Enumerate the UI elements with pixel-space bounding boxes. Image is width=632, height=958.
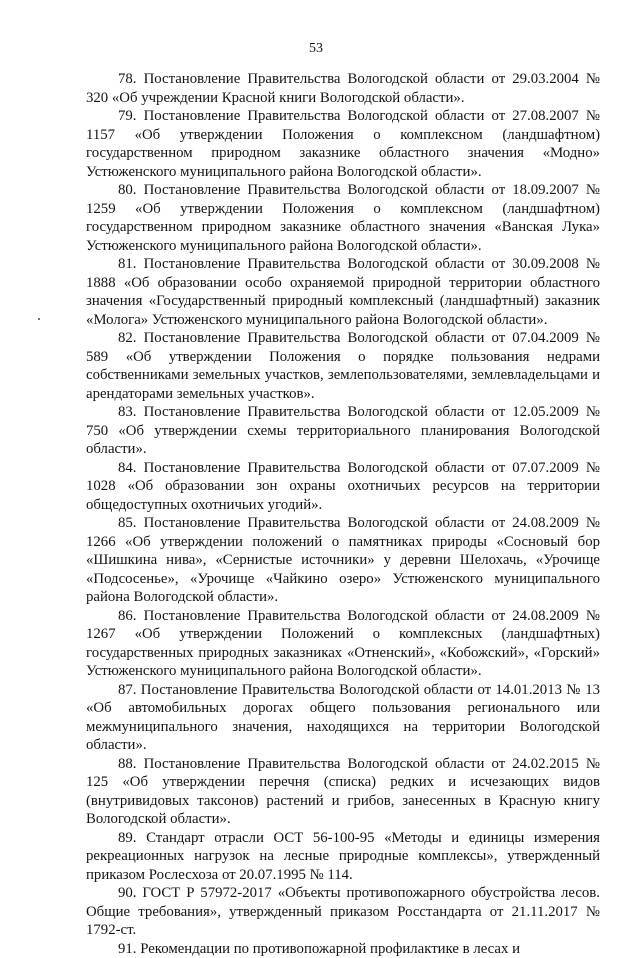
list-item: 84. Постановление Правительства Вологодской области от 07.07.2009 № 1028 «Об образовании зон охраны охотничьих ресурсов на территории общедоступных охотничьих угодий». [86, 459, 600, 515]
list-item: 78. Постановление Правительства Вологодской области от 29.03.2004 № 320 «Об учреждении Красной книги Вологодской области». [86, 70, 600, 107]
list-item: 91. Рекомендации по противопожарной профилактике в лесах и [86, 940, 600, 958]
list-item: 82. Постановление Правительства Вологодской области от 07.04.2009 № 589 «Об утверждении Положения о порядке пользования недрами собственниками земельных участков, землепользователями, землевладельцами и арендаторами земельных участков». [86, 329, 600, 403]
list-item: 88. Постановление Правительства Вологодской области от 24.02.2015 № 125 «Об утверждении перечня (списка) редких и исчезающих видов (внутривидовых таксонов) растений и грибов, занесенных в Красную книгу Вологодской области». [86, 755, 600, 829]
list-item: 83. Постановление Правительства Вологодской области от 12.05.2009 № 750 «Об утверждении схемы территориального планирования Вологодской области». [86, 403, 600, 459]
reference-list [86, 70, 600, 958]
list-item: 85. Постановление Правительства Вологодской области от 24.08.2009 № 1266 «Об утверждении положений о памятниках природы «Сосновый бор «Шишкина нива», «Сернистые источники» у деревни Шелохачь, «Урочище «Подсосенье», «Урочище «Чайкино озеро» Устюженского муниципального района Вологодской области». [86, 514, 600, 607]
list-item: 80. Постановление Правительства Вологодской области от 18.09.2007 № 1259 «Об утверждении Положения о комплексном (ландшафтном) государственном природном заказнике областного значения «Ванская Лука» Устюженского муниципального района Вологодской области». [86, 181, 600, 255]
list-item: 87. Постановление Правительства Вологодской области от 14.01.2013 № 13 «Об автомобильных дорогах общего пользования регионального или межмуниципального значения, находящихся на территории Вологодской области». [86, 681, 600, 755]
scan-speck [38, 318, 40, 320]
page-number: 53 [0, 40, 632, 58]
list-item: 90. ГОСТ Р 57972-2017 «Объекты противопожарного обустройства лесов. Общие требования», утвержденный приказом Росстандарта от 21.11.2017 № 1792-ст. [86, 884, 600, 940]
list-item: 86. Постановление Правительства Вологодской области от 24.08.2009 № 1267 «Об утверждении Положений о комплексных (ландшафтных) государственных природных заказниках «Отненский», «Кобожский», «Горский» Устюженского муниципального района Вологодской области». [86, 607, 600, 681]
list-item: 89. Стандарт отрасли ОСТ 56-100-95 «Методы и единицы измерения рекреационных нагрузок на лесные природные комплексы», утвержденный приказом Рослесхоза от 20.07.1995 № 114. [86, 829, 600, 885]
list-item: 79. Постановление Правительства Вологодской области от 27.08.2007 № 1157 «Об утверждении Положения о комплексном (ландшафтном) государственном природном заказнике областного значения «Модно» Устюженского муниципального района Вологодской области». [86, 107, 600, 181]
list-item: 81. Постановление Правительства Вологодской области от 30.09.2008 № 1888 «Об образовании особо охраняемой природной территории областного значения «Государственный природный комплексный (ландшафтный) заказник «Молога» Устюженского муниципального района Вологодской области». [86, 255, 600, 329]
